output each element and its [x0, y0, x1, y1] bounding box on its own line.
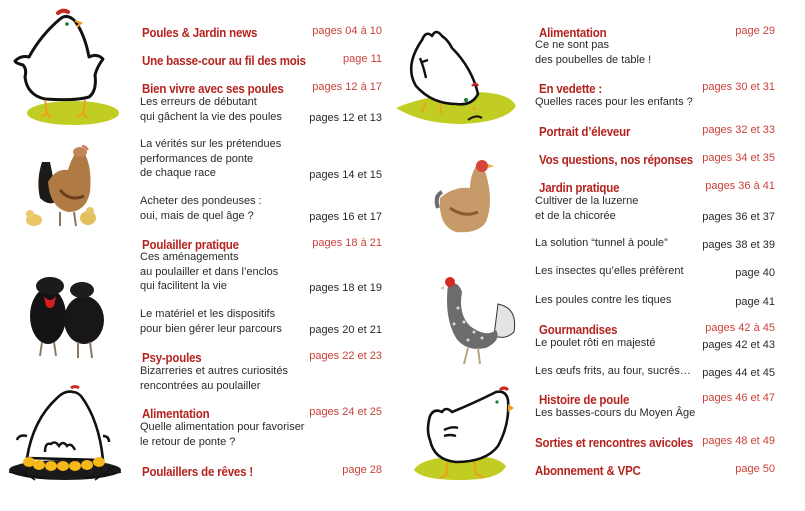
- article-line: oui, mais de quel âge ?: [140, 209, 254, 222]
- article-line: qui facilitent la vie: [140, 280, 227, 292]
- section-pages: pages 46 et 47: [702, 392, 775, 404]
- article-line: Cultiver de la luzerne: [535, 195, 639, 207]
- section-pages: page 28: [342, 464, 382, 476]
- toc-section[interactable]: [142, 24, 382, 42]
- article-line: et de la chicorée: [535, 209, 616, 222]
- article-pages: pages 14 et 15: [309, 168, 382, 181]
- article-line: Les œufs frits, au four, sucrés…: [535, 365, 691, 377]
- article-pages: pages 18 et 19: [309, 281, 382, 294]
- toc-article[interactable]: [140, 194, 382, 223]
- article-pages: pages 12 et 13: [309, 112, 382, 124]
- section-pages: pages 32 et 33: [702, 124, 775, 136]
- section-pages: pages 34 et 35: [702, 152, 775, 164]
- section-title: Histoire de poule: [539, 393, 630, 407]
- section-title: Poulailler pratique: [142, 238, 239, 252]
- toc-section[interactable]: [539, 123, 775, 141]
- article-pages: pages 42 et 43: [702, 338, 775, 351]
- section-pages: pages 36 à 41: [705, 180, 775, 192]
- article-line: La vérités sur les prétendues: [140, 138, 282, 150]
- toc-article[interactable]: [535, 264, 775, 279]
- article-pages: pages 38 et 39: [702, 238, 775, 251]
- toc-article[interactable]: [140, 137, 382, 181]
- article-line: pour bien gérer leur parcours: [140, 322, 282, 335]
- section-title: Sorties et rencontres avicoles: [535, 436, 694, 450]
- toc-article[interactable]: [535, 194, 775, 223]
- article-line: Ce ne sont pas: [535, 39, 609, 51]
- section-title: Alimentation: [142, 407, 210, 421]
- section-title: En vedette :: [539, 82, 602, 96]
- section-pages: pages 24 et 25: [309, 406, 382, 418]
- article-line: Les basses-cours du Moyen Âge: [535, 407, 696, 419]
- article-line: rencontrées au poulailler: [140, 379, 261, 392]
- article-pages: pages 44 et 45: [702, 366, 775, 379]
- article-line: de chaque race: [140, 167, 216, 179]
- section-title: Portrait d’éleveur: [539, 125, 631, 139]
- section-title: Une basse-cour au fil des mois: [142, 54, 306, 68]
- article-line: Le poulet rôti en majesté: [535, 337, 656, 349]
- article-line: La solution “tunnel à poule”: [535, 237, 668, 249]
- section-title: Poules & Jardin news: [142, 26, 258, 40]
- toc-article[interactable]: [140, 420, 382, 449]
- toc-section[interactable]: [535, 434, 775, 452]
- article-pages: pages 36 et 37: [702, 211, 775, 223]
- toc-article[interactable]: [140, 364, 382, 393]
- toc-right-column: [395, 0, 805, 511]
- section-pages: pages 12 à 17: [312, 81, 382, 93]
- section-title: Alimentation: [539, 26, 607, 40]
- section-pages: pages 18 à 21: [312, 237, 382, 249]
- article-line: Quelles races pour les enfants ?: [535, 96, 693, 108]
- toc-section[interactable]: [142, 52, 382, 70]
- toc-article[interactable]: [140, 307, 382, 336]
- article-line: qui gâchent la vie des poules: [140, 110, 282, 123]
- article-pages: pages 16 et 17: [309, 211, 382, 223]
- article-line: Quelle alimentation pour favoriser: [140, 421, 305, 433]
- article-line: Acheter des pondeuses :: [140, 195, 262, 207]
- article-line: Les erreurs de débutant: [140, 96, 257, 108]
- section-title: Vos questions, nos réponses: [539, 153, 693, 167]
- section-title: Poulaillers de rêves !: [142, 465, 254, 479]
- section-pages: pages 22 et 23: [309, 350, 382, 362]
- toc-article[interactable]: [535, 38, 775, 67]
- section-title: Gourmandises: [539, 323, 618, 337]
- article-line: Les insectes qu’elles préfèrent: [535, 265, 684, 277]
- toc-article[interactable]: [535, 364, 775, 379]
- toc-article[interactable]: [535, 236, 775, 251]
- section-title: Abonnement & VPC: [535, 464, 641, 478]
- toc-article[interactable]: [535, 406, 775, 421]
- section-title: Bien vivre avec ses poules: [142, 82, 284, 96]
- article-line: le retour de ponte ?: [140, 435, 236, 448]
- section-pages: pages 48 et 49: [702, 435, 775, 447]
- article-pages: page 41: [735, 295, 775, 308]
- article-line: Les poules contre les tiques: [535, 294, 672, 306]
- section-pages: pages 30 et 31: [702, 81, 775, 93]
- article-line: Le matériel et les dispositifs: [140, 308, 276, 320]
- section-title: Psy-poules: [142, 351, 202, 365]
- section-pages: page 50: [735, 463, 775, 475]
- article-line: des poubelles de table !: [535, 53, 652, 66]
- article-pages: pages 20 et 21: [309, 324, 382, 336]
- toc-section[interactable]: [535, 462, 775, 480]
- article-line: Bizarreries et autres curiosités: [140, 365, 288, 377]
- toc-section[interactable]: [539, 151, 775, 169]
- article-line: performances de ponte: [140, 152, 254, 165]
- toc-section[interactable]: [142, 463, 382, 481]
- article-pages: page 40: [735, 266, 775, 279]
- toc-article[interactable]: [535, 336, 775, 351]
- toc-article[interactable]: [535, 293, 775, 308]
- section-pages: pages 42 à 45: [705, 322, 775, 334]
- toc-article[interactable]: [535, 95, 775, 110]
- section-title: Jardin pratique: [539, 181, 620, 195]
- toc-article[interactable]: [140, 250, 382, 294]
- article-line: au poulailler et dans l’enclos: [140, 265, 279, 278]
- toc-article[interactable]: [140, 95, 382, 124]
- section-pages: page 29: [735, 25, 775, 37]
- section-pages: pages 04 à 10: [312, 25, 382, 37]
- section-pages: page 11: [343, 53, 382, 65]
- article-line: Ces aménagements: [140, 251, 239, 263]
- toc-left-column: [0, 0, 395, 511]
